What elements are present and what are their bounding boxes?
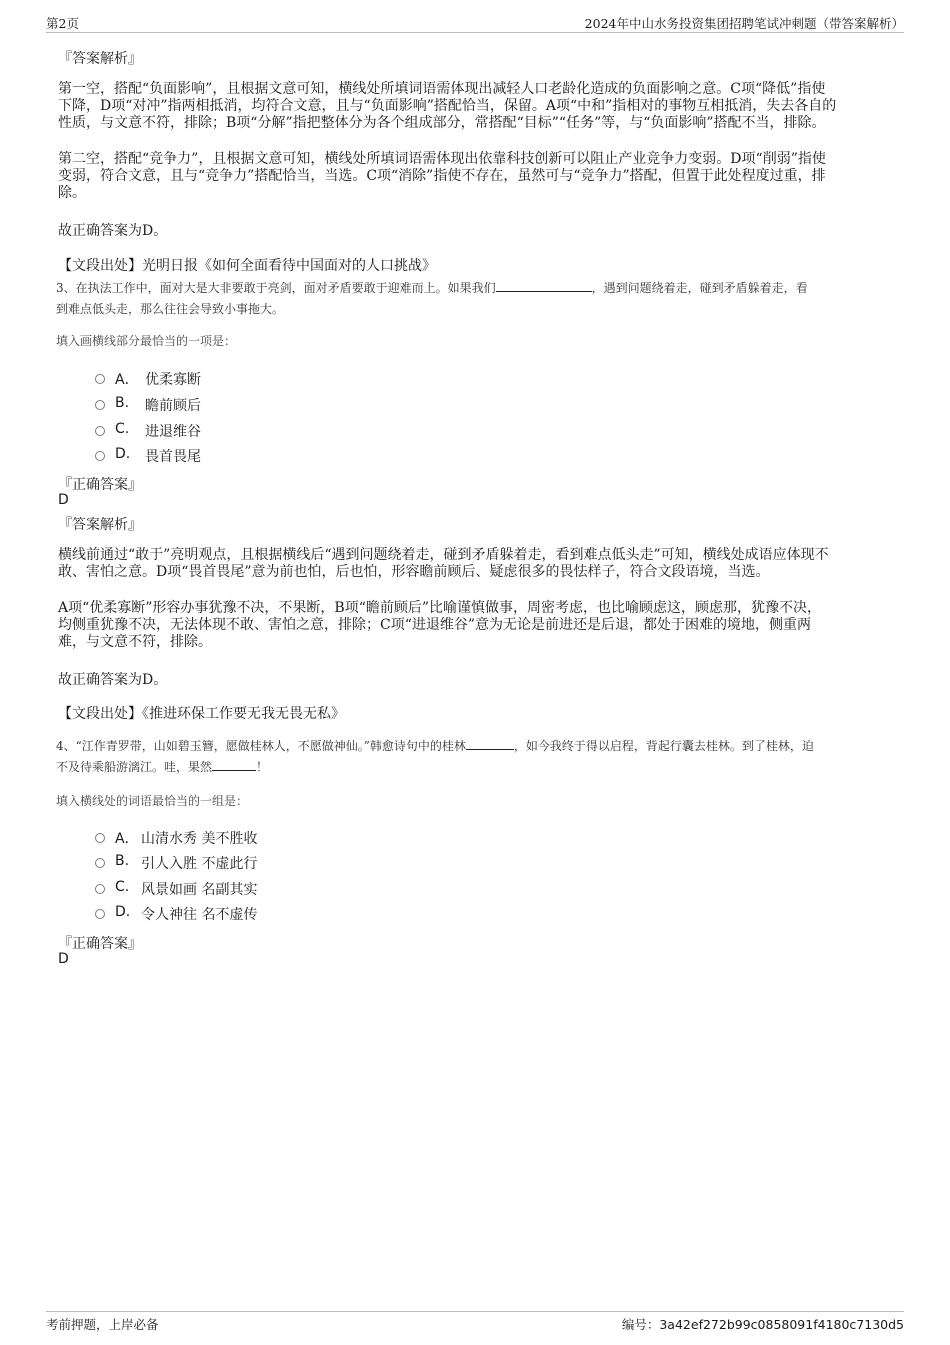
q3-p2-line-2: 均侧重犹豫不决，无法体现不敢、害怕之意，排除；C项“进退维谷”意为无论是前进还是后退，都处于困难的境地，侧重两 <box>58 617 812 633</box>
q2-p2-line-1: 第二空，搭配“竞争力”，且根据文意可知，横线处所填词语需体现出依靠科技创新可以阻止产业竞争力变弱。D项“削弱”指使 <box>58 151 826 167</box>
q4-stem-part-c: 不及待乘船游漓江。哇，果然 <box>56 760 213 774</box>
q2-p1-line-3: 性质，与文意不符，排除；B项“分解”指把整体分为各个组成部分，常搭配“目标”“任务”等，与“负面影响”搭配不当，排除。 <box>58 115 826 131</box>
radio-button[interactable] <box>95 400 105 410</box>
radio-button[interactable] <box>95 909 105 919</box>
q3-prompt: 填入画横线部分最恰当的一项是： <box>56 334 237 348</box>
footer-slogan: 考前押题，上岸必备 <box>46 1317 159 1332</box>
q3-conclusion: 故正确答案为D。 <box>58 672 168 688</box>
q2-p2-line-3: 除。 <box>58 185 86 201</box>
q3-blank <box>496 278 592 292</box>
q2-analysis-paragraph-1 <box>58 81 894 132</box>
q3-stem-line-2: 到难点低头走，那么往往会导致小事拖大。 <box>56 302 285 316</box>
q4-stem-part-d: ！ <box>256 760 269 774</box>
page-footer <box>46 1311 904 1334</box>
q2-analysis-paragraph-2 <box>58 151 894 202</box>
q3-stem-part-b: ，遇到问题绕着走，碰到矛盾躲着走，看 <box>591 281 808 295</box>
q3-correct-answer-label: 『正确答案』 <box>58 477 142 493</box>
document-code <box>622 1315 904 1333</box>
q2-p1-line-1: 第一空，搭配“负面影响”，且根据文意可知，横线处所填词语需体现出减轻人口老龄化造成的负面影响之意。C项“降低”指使 <box>58 81 826 97</box>
radio-button[interactable] <box>95 858 105 868</box>
q3-analysis-label: 『答案解析』 <box>58 517 142 533</box>
q3-source: 【文段出处】《推进环保工作要无我无畏无私》 <box>58 706 345 722</box>
radio-button[interactable] <box>95 884 105 894</box>
q3-p2-line-3: 难，与文意不符，排除。 <box>58 634 212 650</box>
q2-analysis-label: 『答案解析』 <box>58 51 142 67</box>
radio-button[interactable] <box>95 374 105 384</box>
page-number: 第2页 <box>46 16 79 31</box>
q3-correct-answer: D <box>58 492 69 508</box>
document-title: 2024年中山水务投资集团招聘笔试冲刺题（带答案解析） <box>584 16 904 31</box>
q4-correct-answer-label: 『正确答案』 <box>58 936 142 952</box>
radio-button[interactable] <box>95 451 105 461</box>
q2-p1-line-2: 下降，D项“对冲”指两相抵消，均符合文意，且与“负面影响”搭配恰当，保留。A项“中和”指相对的事物互相抵消，失去各自的 <box>58 98 837 114</box>
q4-blank-2 <box>212 757 256 771</box>
q3-stem-part-a: 3、在执法工作中，面对大是大非要敢于亮剑，面对矛盾要敢于迎难而上。如果我们 <box>56 281 496 295</box>
q2-conclusion: 故正确答案为D。 <box>58 223 168 239</box>
page-header <box>46 14 904 33</box>
q2-source: 【文段出处】光明日报《如何全面看待中国面对的人口挑战》 <box>58 258 436 274</box>
q4-prompt: 填入横线处的词语最恰当的一组是： <box>56 794 249 808</box>
q3-p2-line-1: A项“优柔寡断”形容办事犹豫不决，不果断，B项“瞻前顾后”比喻谨慎做事，周密考虑，也比喻顾虑这，顾虑那，犹豫不决， <box>58 600 822 616</box>
q3-p1-line-1: 横线前通过“敢于”亮明观点，且根据横线后“遇到问题绕着走，碰到矛盾躲着走，看到难点低头走”可知，横线处成语应体现不 <box>58 547 829 563</box>
q4-stem <box>56 736 896 778</box>
q2-p2-line-2: 变弱，符合文意，且与“竞争力”搭配恰当，当选。C项“消除”指使不存在，虽然可与“竞争力”搭配，但置于此处程度过重，排 <box>58 168 826 184</box>
q3-stem <box>56 278 896 320</box>
q3-p1-line-2: 敢、害怕之意。D项“畏首畏尾”意为前也怕，后也怕，形容瞻前顾后、疑虑很多的畏怯样子，符合文段语境，当选。 <box>58 564 770 580</box>
code-label: 编号： <box>621 1317 660 1332</box>
q4-stem-part-a: 4、“江作青罗带，山如碧玉簪，愿做桂林人，不愿做神仙。”韩愈诗句中的桂林 <box>56 739 466 753</box>
radio-button[interactable] <box>95 833 105 843</box>
q4-correct-answer: D <box>58 951 69 967</box>
q4-stem-part-b: ，如今我终于得以启程，背起行囊去桂林。到了桂林，迫 <box>513 739 814 753</box>
radio-button[interactable] <box>95 426 105 436</box>
q3-analysis-paragraph-1 <box>58 547 894 581</box>
q4-blank-1 <box>466 736 514 750</box>
code-value: 3a42ef272b99c0858091f4180c7130d5 <box>659 1317 904 1332</box>
q3-analysis-paragraph-2 <box>58 600 894 651</box>
